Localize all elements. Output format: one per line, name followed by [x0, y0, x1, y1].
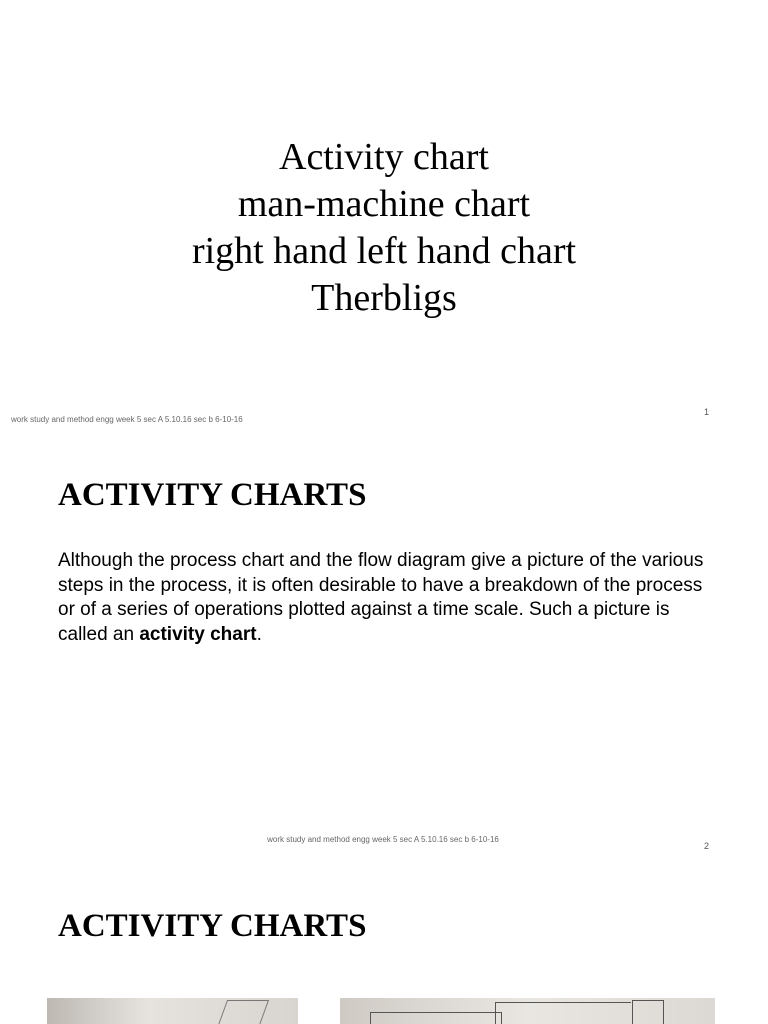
slide-2-page-number: 2	[704, 841, 710, 851]
body-text-lead: Although the process chart and the flow diagram give a picture of the various steps in the process, it is often desirable to have a breakdown of the process or of a series of operations plotted against a time scale. Such a picture is called an	[58, 550, 704, 645]
slide-1-page-number: 1	[704, 407, 710, 417]
photo-right-image	[340, 998, 715, 1024]
body-text-end: .	[256, 623, 262, 645]
slide-3	[0, 870, 768, 1024]
slide-3-heading: ACTIVITY CHARTS	[58, 908, 367, 944]
slide-1-title	[0, 134, 768, 322]
title-line-2: man-machine chart	[237, 183, 531, 225]
slide-1-footer: work study and method engg week 5 sec A 5.10.16 sec b 6-10-16	[11, 415, 243, 424]
slide-2-footer: work study and method engg week 5 sec A 5.10.16 sec b 6-10-16	[267, 835, 499, 844]
slide-2-body	[58, 549, 718, 647]
title-line-4: Therbligs	[311, 277, 457, 319]
slide-2-heading: ACTIVITY CHARTS	[58, 477, 367, 513]
sketch-drawing	[217, 1000, 269, 1024]
title-line-3: right hand left hand chart	[191, 230, 577, 272]
slide-2	[0, 440, 768, 870]
title-line-1: Activity chart	[279, 136, 489, 178]
sketch-table-header	[495, 1002, 631, 1024]
slide-1	[0, 0, 768, 440]
sketch-table	[370, 1012, 502, 1024]
photo-left-image	[47, 998, 298, 1024]
body-text-bold: activity chart	[139, 623, 257, 645]
sketch-time-box	[632, 1000, 664, 1024]
